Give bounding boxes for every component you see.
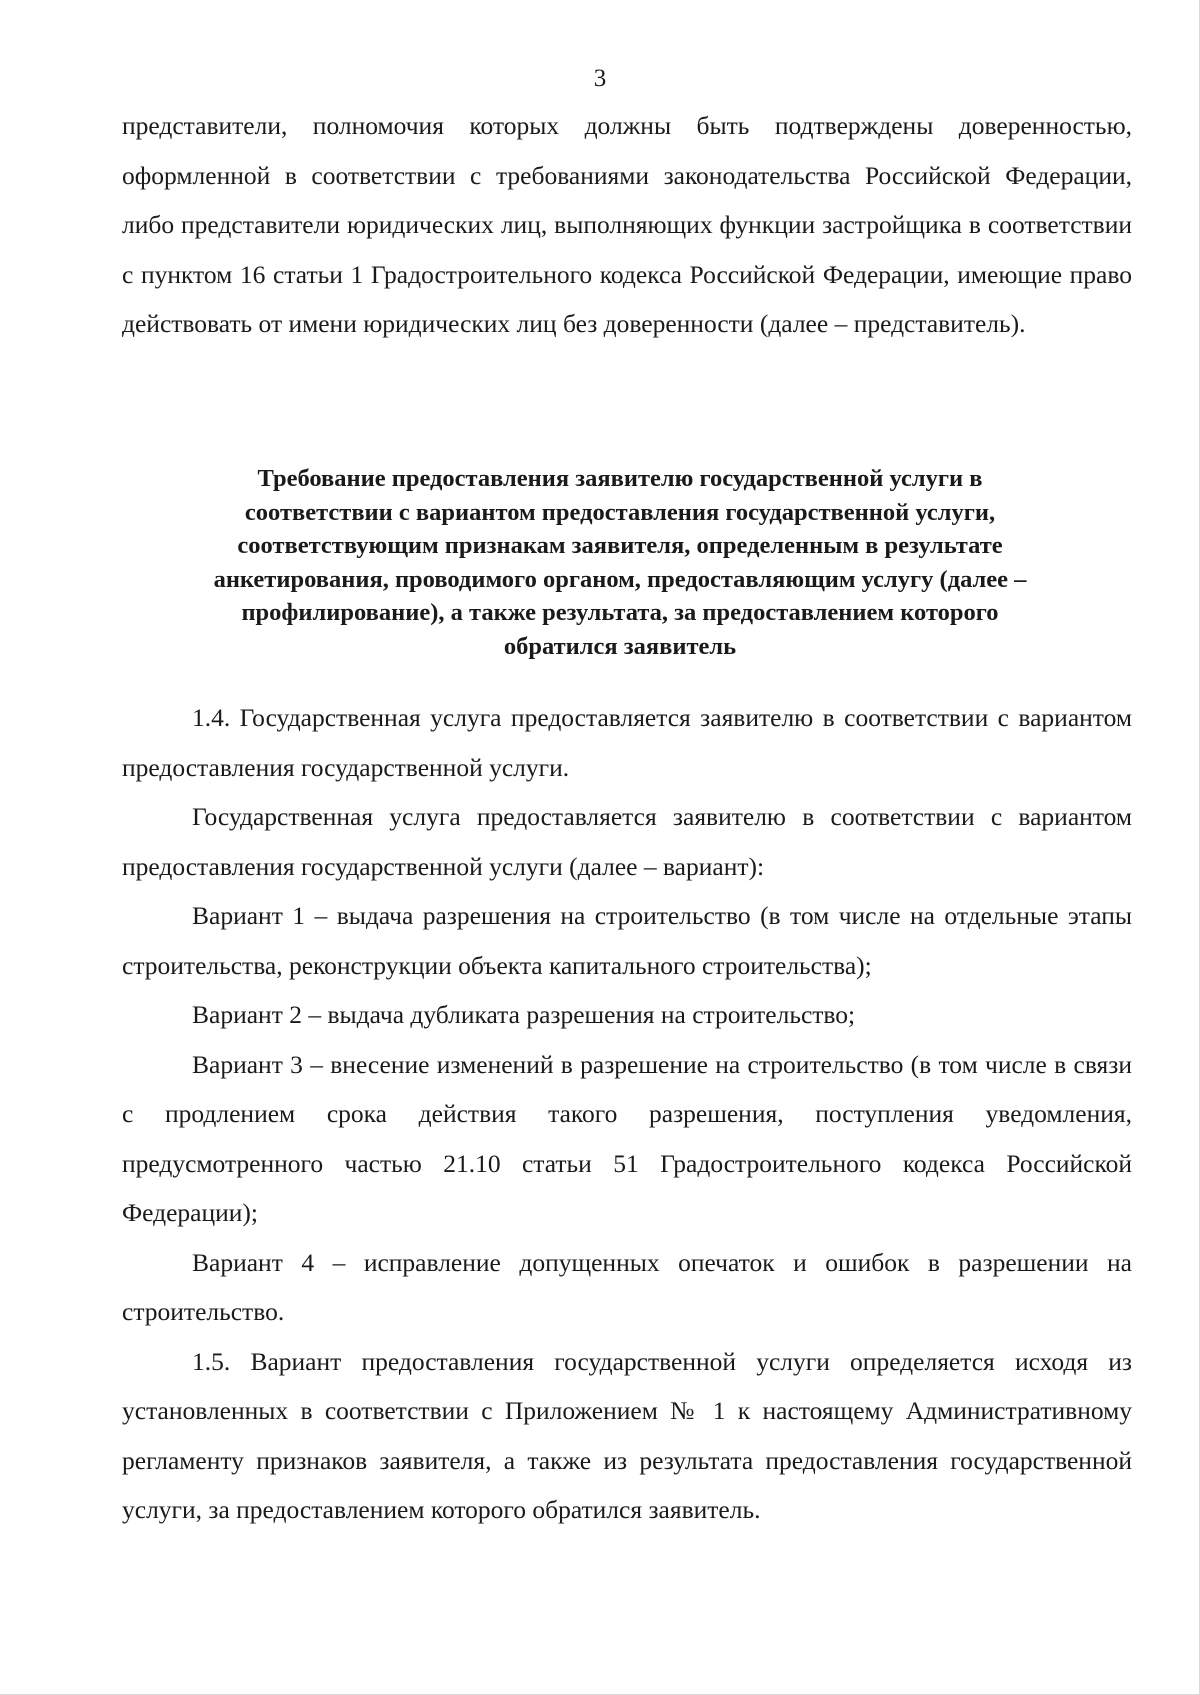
heading-line: соответствии с вариантом предоставления государственной услуги, bbox=[244, 498, 996, 526]
paragraph-variants-intro: Государственная услуга предоставляется заявителю в соответствии с вариантом предоставления государственной услуги (далее – вариант): bbox=[122, 802, 1132, 881]
paragraph-variant-1: Вариант 1 – выдача разрешения на строительство (в том числе на отдельные этапы строительства, реконструкции объекта капитального строительства); bbox=[122, 901, 1132, 980]
intro-block bbox=[122, 101, 1132, 349]
main-body bbox=[122, 693, 1132, 1535]
paragraph-1-4: 1.4. Государственная услуга предоставляется заявителю в соответствии с вариантом предоставления государственной услуги. bbox=[122, 703, 1132, 782]
page-number: 3 bbox=[593, 65, 607, 92]
paragraph-variant-2: Вариант 2 – выдача дубликата разрешения на строительство; bbox=[192, 1000, 856, 1029]
section-heading bbox=[130, 462, 1110, 663]
intro-paragraph: представители, полномочия которых должны быть подтверждены доверенностью, оформленной в соответствии с требованиями законодательства Российской Федерации, либо представители юридических лиц, выполняющих функции застройщика в соответствии с пунктом 16 статьи 1 Градостроительного кодекса Российской Федерации, имеющие право действовать от имени юридических лиц без доверенности (далее – представитель). bbox=[122, 111, 1132, 338]
paragraph-variant-4: Вариант 4 – исправление допущенных опечаток и ошибок в разрешении на строительство. bbox=[122, 1247, 1132, 1326]
heading-line: профилирование), а также результата, за предоставлением которого bbox=[241, 599, 999, 626]
heading-line: обратился заявитель bbox=[503, 632, 737, 660]
heading-line: Требование предоставления заявителю государственной услуги в bbox=[257, 465, 983, 492]
paragraph-variant-3: Вариант 3 – внесение изменений в разрешение на строительство (в том числе в связи с продлением срока действия такого разрешения, поступления уведомления, предусмотренного частью 21.10 статьи 51 Градостроительного кодекса Российской Федерации); bbox=[122, 1049, 1132, 1227]
heading-line: соответствующим признакам заявителя, определенным в результате bbox=[237, 532, 1003, 559]
paragraph-1-5: 1.5. Вариант предоставления государственной услуги определяется исходя из установленных в соответствии с Приложением № 1 к настоящему Административному регламенту признаков заявителя, а также из результата предоставления государственной услуги, за предоставлением которого обратился заявитель. bbox=[122, 1346, 1132, 1524]
heading-line: анкетирования, проводимого органом, предоставляющим услугу (далее – bbox=[213, 565, 1027, 593]
